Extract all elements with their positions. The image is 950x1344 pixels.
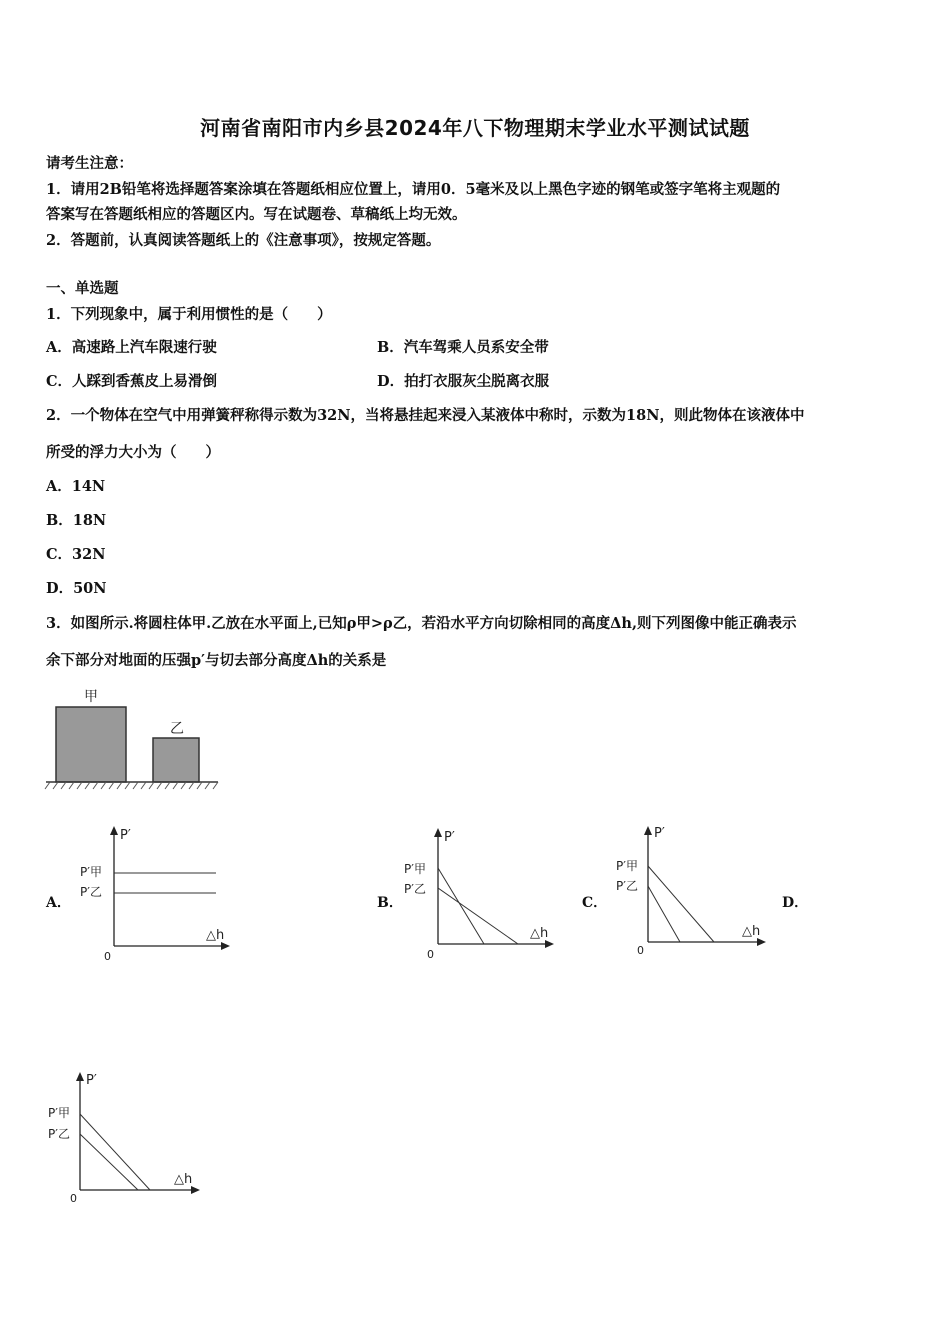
q3-option-a[interactable]: A． — [46, 895, 71, 911]
line-jia — [438, 868, 484, 944]
q1-stem: 1．下列现象中，属于利用惯性的是（ ） — [46, 306, 332, 323]
origin-label: 0 — [427, 948, 434, 961]
origin-label: 0 — [104, 950, 111, 963]
y-axis-arrow-icon — [434, 828, 442, 837]
y-label: P′ — [654, 826, 665, 841]
x-label: △h — [530, 926, 549, 941]
cylinder-yi — [153, 738, 199, 782]
line-jia — [80, 1114, 150, 1190]
graph-b — [400, 822, 565, 972]
p-jia-label: P′甲 — [48, 1106, 70, 1120]
q1-option-d[interactable]: D．拍打衣服灰尘脱离衣服 — [377, 373, 550, 390]
origin-label: 0 — [70, 1192, 77, 1205]
q2-option-b[interactable]: B．18N — [46, 512, 107, 529]
notice-line1a: 1．请用2B铅笔将选择题答案涂填在答题纸相应位置上，请用0．5毫米及以上黑色字迹的钢笔或签字笔将主观题的 — [46, 181, 781, 198]
q2-stem-a: 2．一个物体在空气中用弹簧秤称得示数为32N，当将悬挂起来浸入某液体中称时，示数为18N，则此物体在该液体中 — [46, 407, 805, 424]
y-label: P′ — [120, 828, 131, 843]
y-axis-arrow-icon — [76, 1072, 84, 1081]
p-jia-label: P′甲 — [80, 865, 102, 879]
x-axis-arrow-icon — [221, 942, 230, 950]
cylinder-jia — [56, 707, 126, 782]
cylinders-figure — [40, 682, 230, 794]
graph-c — [612, 820, 777, 970]
q2-option-a[interactable]: A．14N — [46, 478, 106, 495]
q2-stem-b: 所受的浮力大小为（ ） — [46, 444, 220, 461]
line-yi — [438, 888, 518, 944]
q3-option-c[interactable]: C． — [582, 895, 608, 911]
origin-label: 0 — [637, 944, 644, 957]
graph-d — [44, 1066, 214, 1216]
notice-line1b: 答案写在答题纸相应的答题区内。写在试题卷、草稿纸上均无效。 — [46, 206, 467, 223]
q1-option-b[interactable]: B．汽车驾乘人员系安全带 — [377, 339, 549, 356]
x-axis-arrow-icon — [757, 938, 766, 946]
graph-a — [72, 820, 242, 970]
ground-hatch — [45, 782, 218, 789]
page-title: 河南省南阳市内乡县2024年八下物理期末学业水平测试试题 — [200, 116, 750, 140]
q3-option-d[interactable]: D． — [782, 895, 809, 911]
x-axis-arrow-icon — [545, 940, 554, 948]
section-heading: 一、单选题 — [46, 280, 119, 297]
q1-option-c[interactable]: C．人踩到香蕉皮上易滑倒 — [46, 373, 218, 390]
label-jia: 甲 — [84, 689, 98, 705]
p-yi-label: P′乙 — [616, 879, 638, 893]
q3-stem-a: 3．如图所示.将圆柱体甲.乙放在水平面上,已知ρ甲>ρ乙，若沿水平方向切除相同的高度Δh,则下列图像中能正确表示 — [46, 615, 797, 632]
line-yi — [80, 1134, 138, 1190]
p-yi-label: P′乙 — [404, 882, 426, 896]
q3-option-b[interactable]: B． — [377, 895, 403, 911]
x-label: △h — [174, 1172, 193, 1187]
notice-line2: 2．答题前，认真阅读答题纸上的《注意事项》，按规定答题。 — [46, 232, 441, 249]
x-label: △h — [206, 928, 225, 943]
q2-option-c[interactable]: C．32N — [46, 546, 106, 563]
y-axis-arrow-icon — [644, 826, 652, 835]
x-axis-arrow-icon — [191, 1186, 200, 1194]
q2-option-d[interactable]: D．50N — [46, 580, 107, 597]
p-jia-label: P′甲 — [616, 859, 638, 873]
y-axis-arrow-icon — [110, 826, 118, 835]
p-yi-label: P′乙 — [48, 1127, 70, 1141]
line-yi — [648, 886, 680, 942]
q3-stem-b: 余下部分对地面的压强p′与切去部分高度Δh的关系是 — [46, 652, 387, 669]
y-label: P′ — [86, 1073, 97, 1088]
x-label: △h — [742, 924, 761, 939]
label-yi: 乙 — [170, 721, 184, 737]
q1-option-a[interactable]: A．高速路上汽车限速行驶 — [46, 339, 217, 356]
y-label: P′ — [444, 830, 455, 845]
p-yi-label: P′乙 — [80, 885, 102, 899]
notice-heading: 请考生注意： — [46, 155, 133, 172]
p-jia-label: P′甲 — [404, 862, 426, 876]
